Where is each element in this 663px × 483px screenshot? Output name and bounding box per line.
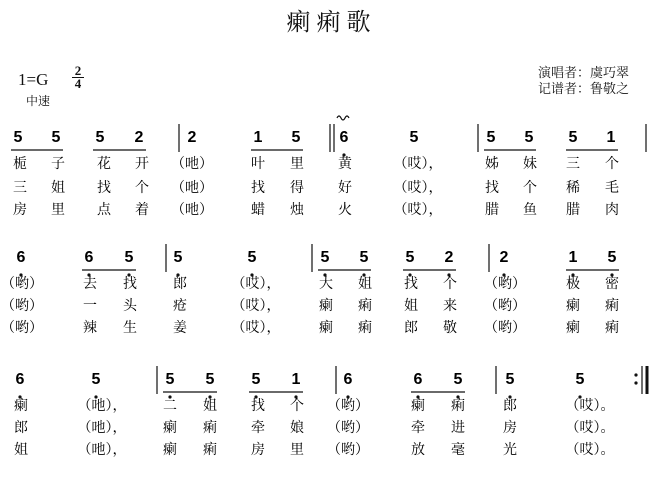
lyric-syllable: 瘌 xyxy=(566,320,580,336)
key-signature: 1=G xyxy=(18,70,49,89)
lyric-syllable: 个 xyxy=(135,180,149,196)
lyric-syllable: 瘌 xyxy=(163,442,177,458)
lyric-syllable: （哟） xyxy=(484,276,526,292)
lyric-syllable: （哎）。 xyxy=(565,398,615,414)
lyric-syllable: 腊 xyxy=(485,202,499,218)
note: 5 xyxy=(486,129,496,146)
lyric-syllable: 着 xyxy=(135,202,149,218)
lyric-syllable: 痢 xyxy=(358,298,372,314)
note: 1 xyxy=(291,371,301,388)
lyric-syllable: 瘌 xyxy=(163,420,177,436)
note: 6 xyxy=(16,249,26,266)
lyric-syllable: （哎）， xyxy=(231,320,281,336)
lyric-syllable: 三 xyxy=(13,180,27,196)
lyric-syllable: 牵 xyxy=(251,420,265,436)
lyric-syllable: 痢 xyxy=(203,420,217,436)
note: 5 xyxy=(173,249,183,266)
lyric-syllable: 蜡 xyxy=(251,202,265,218)
lyric-syllable: 个 xyxy=(523,180,537,196)
lyric-syllable: 毫 xyxy=(451,442,465,458)
lyric-syllable: （哎）， xyxy=(393,180,443,196)
note: 5 xyxy=(91,371,101,388)
lyric-syllable: 烛 xyxy=(290,202,304,218)
lyric-syllable: 姐 xyxy=(404,298,418,314)
note: 2 xyxy=(134,129,144,146)
lyric-syllable: 瘌 xyxy=(319,298,333,314)
tempo-marking: 中速 xyxy=(26,94,51,108)
lyric-syllable: 姐 xyxy=(203,398,217,414)
lyric-syllable: 房 xyxy=(251,442,265,458)
lyric-syllable: 稀 xyxy=(566,180,580,196)
note: 5 xyxy=(205,371,215,388)
lyric-syllable: 郎 xyxy=(503,398,517,414)
lyric-syllable: 点 xyxy=(97,202,111,218)
lyric-syllable: （哎）， xyxy=(231,298,281,314)
note: 5 xyxy=(524,129,534,146)
lyric-syllable: 毛 xyxy=(605,180,619,196)
note: 5 xyxy=(505,371,515,388)
lyric-syllable: 找 xyxy=(123,276,137,292)
note: 5 xyxy=(320,249,330,266)
lyric-syllable: 进 xyxy=(451,420,465,436)
lyric-syllable: 放 xyxy=(411,442,425,458)
note: 2 xyxy=(187,129,197,146)
lyric-syllable: （哟） xyxy=(1,276,43,292)
note: 5 xyxy=(247,249,257,266)
lyric-syllable: （哎）， xyxy=(393,202,443,218)
note: 6 xyxy=(339,129,349,146)
note: 2 xyxy=(499,249,509,266)
note: 5 xyxy=(51,129,61,146)
note: 5 xyxy=(568,129,578,146)
lyric-syllable: 个 xyxy=(290,398,304,414)
lyric-syllable: （哎）。 xyxy=(565,420,615,436)
lyric-syllable: （哟） xyxy=(327,420,369,436)
note: 1 xyxy=(253,129,263,146)
lyric-syllable: 姐 xyxy=(358,276,372,292)
lyric-syllable: （吔） xyxy=(171,180,213,196)
note: 1 xyxy=(606,129,616,146)
lyric-syllable: 里 xyxy=(290,442,304,458)
note: 6 xyxy=(15,371,25,388)
lyric-syllable: 黄 xyxy=(338,156,352,172)
lyric-syllable: 极 xyxy=(566,276,580,292)
lyric-syllable: 个 xyxy=(443,276,457,292)
lyric-syllable: 大 xyxy=(319,276,333,292)
lyric-syllable: 姊 xyxy=(485,156,499,172)
lyric-syllable: 去 xyxy=(83,276,97,292)
lyric-syllable: 姐 xyxy=(51,180,65,196)
lyric-syllable: 瘌 xyxy=(566,298,580,314)
lyric-syllable: 痢 xyxy=(358,320,372,336)
lyric-syllable: 牵 xyxy=(411,420,425,436)
lyric-syllable: （哟） xyxy=(327,442,369,458)
note: 5 xyxy=(575,371,585,388)
lyric-syllable: 疮 xyxy=(173,298,187,314)
lyric-syllable: 密 xyxy=(605,276,619,292)
note: 5 xyxy=(359,249,369,266)
note: 5 xyxy=(405,249,415,266)
lyric-syllable: 鱼 xyxy=(523,202,537,218)
lyric-syllable: 痢 xyxy=(203,442,217,458)
lyric-syllable: 花 xyxy=(97,156,111,172)
lyric-syllable: 瘌 xyxy=(14,398,28,414)
note: 6 xyxy=(84,249,94,266)
note: 5 xyxy=(607,249,617,266)
lyric-syllable: 火 xyxy=(338,202,352,218)
lyric-syllable: 房 xyxy=(503,420,517,436)
note: 6 xyxy=(413,371,423,388)
lyric-syllable: （吔）， xyxy=(77,420,127,436)
lyric-syllable: 妹 xyxy=(523,156,537,172)
note: 5 xyxy=(291,129,301,146)
lyric-syllable: （哎）， xyxy=(231,276,281,292)
ornament-mark xyxy=(337,116,349,120)
lyric-syllable: 痢 xyxy=(605,320,619,336)
lyric-syllable: 里 xyxy=(51,202,65,218)
lyric-syllable: 痢 xyxy=(451,398,465,414)
transcriber-credit: 记谱者：鲁敬之 xyxy=(538,82,630,97)
note: 1 xyxy=(568,249,578,266)
lyric-syllable: 郎 xyxy=(404,320,418,336)
lyric-syllable: 叶 xyxy=(251,156,265,172)
lyric-syllable: 个 xyxy=(605,156,619,172)
note: 2 xyxy=(444,249,454,266)
lyric-syllable: 找 xyxy=(404,276,418,292)
lyric-syllable: 光 xyxy=(503,442,517,458)
lyric-syllable: 头 xyxy=(123,298,137,314)
note: 5 xyxy=(251,371,261,388)
lyric-syllable: 郎 xyxy=(173,276,187,292)
lyric-syllable: （吔） xyxy=(171,202,213,218)
song-title: 瘌痢歌 xyxy=(286,8,377,36)
time-signature-top: 2 xyxy=(74,63,82,78)
lyric-syllable: 生 xyxy=(123,320,137,336)
lyric-syllable: 得 xyxy=(290,180,304,196)
note: 5 xyxy=(13,129,23,146)
lyric-syllable: （哟） xyxy=(484,298,526,314)
lyric-syllable: 姜 xyxy=(173,320,187,336)
note: 6 xyxy=(343,371,353,388)
lyric-syllable: 栀 xyxy=(13,156,27,172)
lyric-syllable: 敬 xyxy=(443,320,457,336)
note: 5 xyxy=(95,129,105,146)
lyric-syllable: 开 xyxy=(135,156,149,172)
lyric-syllable: 肉 xyxy=(605,202,619,218)
lyric-syllable: （吔） xyxy=(171,156,213,172)
lyric-syllable: 郎 xyxy=(14,420,28,436)
lyric-syllable: 三 xyxy=(566,156,580,172)
lyric-syllable: 找 xyxy=(251,180,265,196)
lyric-syllable: （哎）， xyxy=(393,156,443,172)
repeat-dot xyxy=(634,381,637,384)
lyric-syllable: （哟） xyxy=(484,320,526,336)
time-signature-bottom: 4 xyxy=(74,76,82,91)
lyric-syllable: 辣 xyxy=(83,320,97,336)
repeat-dot xyxy=(634,373,637,376)
note: 5 xyxy=(453,371,463,388)
lyric-syllable: （哟） xyxy=(1,298,43,314)
lyric-syllable: （哟） xyxy=(1,320,43,336)
lyric-syllable: 找 xyxy=(97,180,111,196)
lyric-syllable: （哟） xyxy=(327,398,369,414)
lyric-syllable: 子 xyxy=(51,156,65,172)
lyric-syllable: 好 xyxy=(338,180,352,196)
lyric-syllable: 来 xyxy=(443,298,457,314)
note: 5 xyxy=(124,249,134,266)
lyric-syllable: 痢 xyxy=(605,298,619,314)
lyric-syllable: 娘 xyxy=(290,420,304,436)
lyric-syllable: 瘌 xyxy=(319,320,333,336)
lyric-syllable: 找 xyxy=(251,398,265,414)
lyric-syllable: 瘌 xyxy=(411,398,425,414)
lyric-syllable: 里 xyxy=(290,156,304,172)
lyric-syllable: 一 xyxy=(83,298,97,314)
lyric-syllable: 找 xyxy=(485,180,499,196)
lyric-syllable: （哎）。 xyxy=(565,442,615,458)
lyric-syllable: （吔）， xyxy=(77,442,127,458)
lyric-syllable: 腊 xyxy=(566,202,580,218)
note: 5 xyxy=(165,371,175,388)
lyric-syllable: 房 xyxy=(13,202,27,218)
singer-credit: 演唱者：虞巧翠 xyxy=(538,66,630,81)
note: 5 xyxy=(409,129,419,146)
lyric-syllable: （吔）， xyxy=(77,398,127,414)
lyric-syllable: 姐 xyxy=(14,442,28,458)
lyric-syllable: 二 xyxy=(163,398,177,414)
